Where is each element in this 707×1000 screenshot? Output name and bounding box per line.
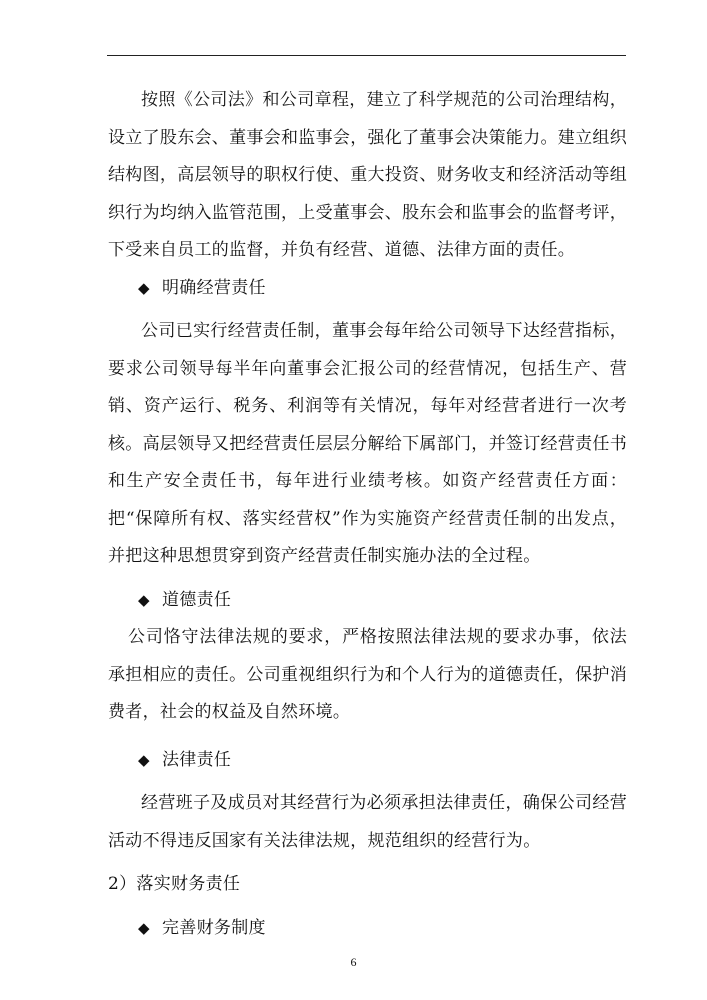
page-number: 6 — [350, 955, 357, 969]
bullet-moral-responsibility — [108, 582, 627, 620]
bullet-business-responsibility — [108, 270, 627, 308]
bullet-label: 完善财务制度 — [162, 917, 266, 938]
paragraph-business-responsibility: 公司已实行经营责任制，董事会每年给公司领导下达经营指标，要求公司领导每半年向董事会汇报公司的经营情况，包括生产、营销、资产运行、税务、利润等有关情况，每年对经营者进行一次考核。高层领导又把经营责任层层分解给下属部门，并签订经营责任书和生产安全责任书，每年进行业绩考核。如资产经营责任方面：把“保障所有权、落实经营权”作为实施资产经营责任制的出发点，并把这种思想贯穿到资产经营责任制实施办法的全过程。 — [108, 321, 627, 566]
document-body — [108, 82, 627, 947]
diamond-bullet-icon: ◆ — [138, 278, 150, 297]
header-rule — [107, 55, 626, 56]
diamond-bullet-icon: ◆ — [138, 918, 150, 937]
diamond-bullet-icon: ◆ — [138, 590, 150, 609]
paragraph-legal-responsibility: 经营班子及成员对其经营行为必须承担法律责任，确保公司经营活动不得违反国家有关法律法规，规范组织的经营行为。 — [108, 793, 627, 851]
bullet-label: 明确经营责任 — [162, 277, 266, 298]
bullet-legal-responsibility — [108, 742, 627, 780]
diamond-bullet-icon: ◆ — [138, 750, 150, 769]
bullet-financial-system — [108, 910, 627, 948]
paragraph-governance: 按照《公司法》和公司章程，建立了科学规范的公司治理结构，设立了股东会、董事会和监事会，强化了董事会决策能力。建立组织结构图，高层领导的职权行使、重大投资、财务收支和经济活动等组织行为均纳入监管范围，上受董事会、股东会和监事会的监督考评，下受来自员工的监督，并负有经营、道德、法律方面的责任。 — [108, 90, 627, 260]
subheading-financial-responsibility: 2）落实财务责任 — [108, 874, 241, 894]
paragraph-moral-responsibility: 公司恪守法律法规的要求，严格按照法律法规的要求办事，依法承担相应的责任。公司重视组织行为和个人行为的道德责任，保护消费者，社会的权益及自然环境。 — [108, 627, 627, 722]
bullet-label: 道德责任 — [162, 589, 232, 610]
bullet-label: 法律责任 — [162, 749, 232, 770]
